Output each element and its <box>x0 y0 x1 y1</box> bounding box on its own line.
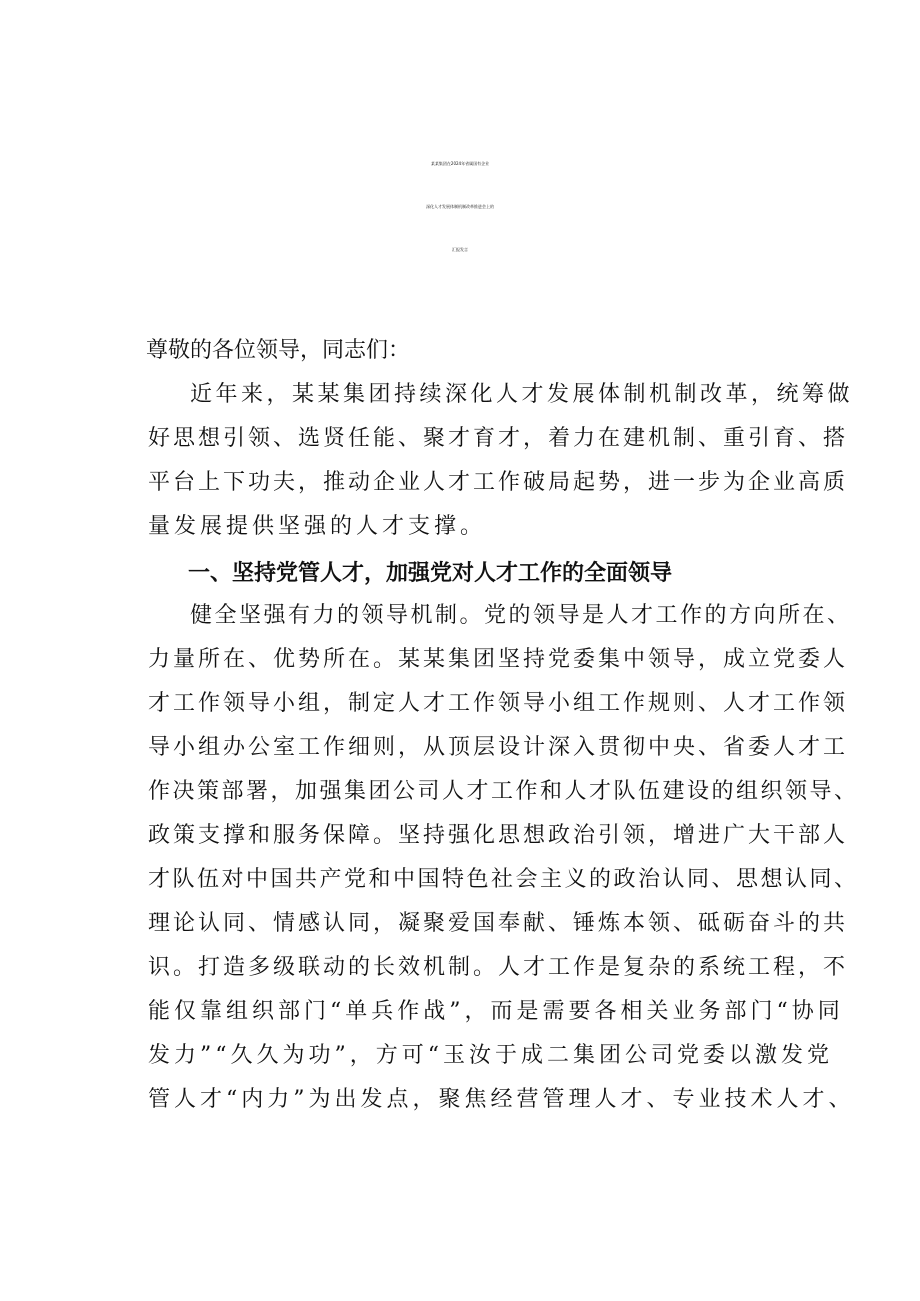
body-line-11: 发力”“久久为功”，方可“玉汝于成二集团公司党委以激发党 <box>148 1043 833 1068</box>
intro-line-2: 好思想引领、选贤任能、聚才育才，着力在建机制、重引育、搭 <box>148 426 849 451</box>
body-line-4: 导小组办公室工作细则，从顶层设计深入贯彻中央、省委人才工 <box>148 735 849 760</box>
intro-line-4: 量发展提供坚强的人才支撑。 <box>148 514 487 539</box>
body-line-7: 才队伍对中国共产党和中国特色社会主义的政治认同、思想认同、 <box>148 867 859 892</box>
body-line-9: 识。打造多级联动的长效机制。人才工作是复杂的系统工程，不 <box>148 955 849 980</box>
body-line-5: 作决策部署，加强集团公司人才工作和人才队伍建设的组织领导、 <box>148 779 859 804</box>
intro-line-3: 平台上下功夫，推动企业人才工作破局起势，进一步为企业高质 <box>148 470 849 495</box>
section-heading: 一、坚持党管人才，加强党对人才工作的全面领导 <box>188 561 673 586</box>
body-line-10: 能仅靠组织部门“单兵作战”，而是需要各相关业务部门“协同 <box>148 999 844 1024</box>
document-title-line-3: 汇报发言 <box>452 247 468 252</box>
body-line-12: 管人才“内力”为出发点，聚焦经营管理人才、专业技术人才、 <box>148 1087 855 1112</box>
document-title-line-2: 深化人才发展体制机制改革推进会上的 <box>426 204 494 209</box>
intro-line-1: 近年来，某某集团持续深化人才发展体制机制改革，统筹做 <box>190 382 854 407</box>
document-title-line-1: 某某集团在2024年省属国有企业 <box>430 161 490 166</box>
body-line-2: 力量所在、优势所在。某某集团坚持党委集中领导，成立党委人 <box>148 647 849 672</box>
body-line-8: 理论认同、情感认同，凝聚爱国奉献、锤炼本领、砥砺奋斗的共 <box>148 911 849 936</box>
salutation: 尊敬的各位领导，同志们： <box>146 338 411 363</box>
body-line-1: 健全坚强有力的领导机制。党的领导是人才工作的方向所在、 <box>190 603 852 628</box>
body-line-6: 政策支撑和服务保障。坚持强化思想政治引领，增进广大干部人 <box>148 823 849 848</box>
body-line-3: 才工作领导小组，制定人才工作领导小组工作规则、人才工作领 <box>148 691 849 716</box>
